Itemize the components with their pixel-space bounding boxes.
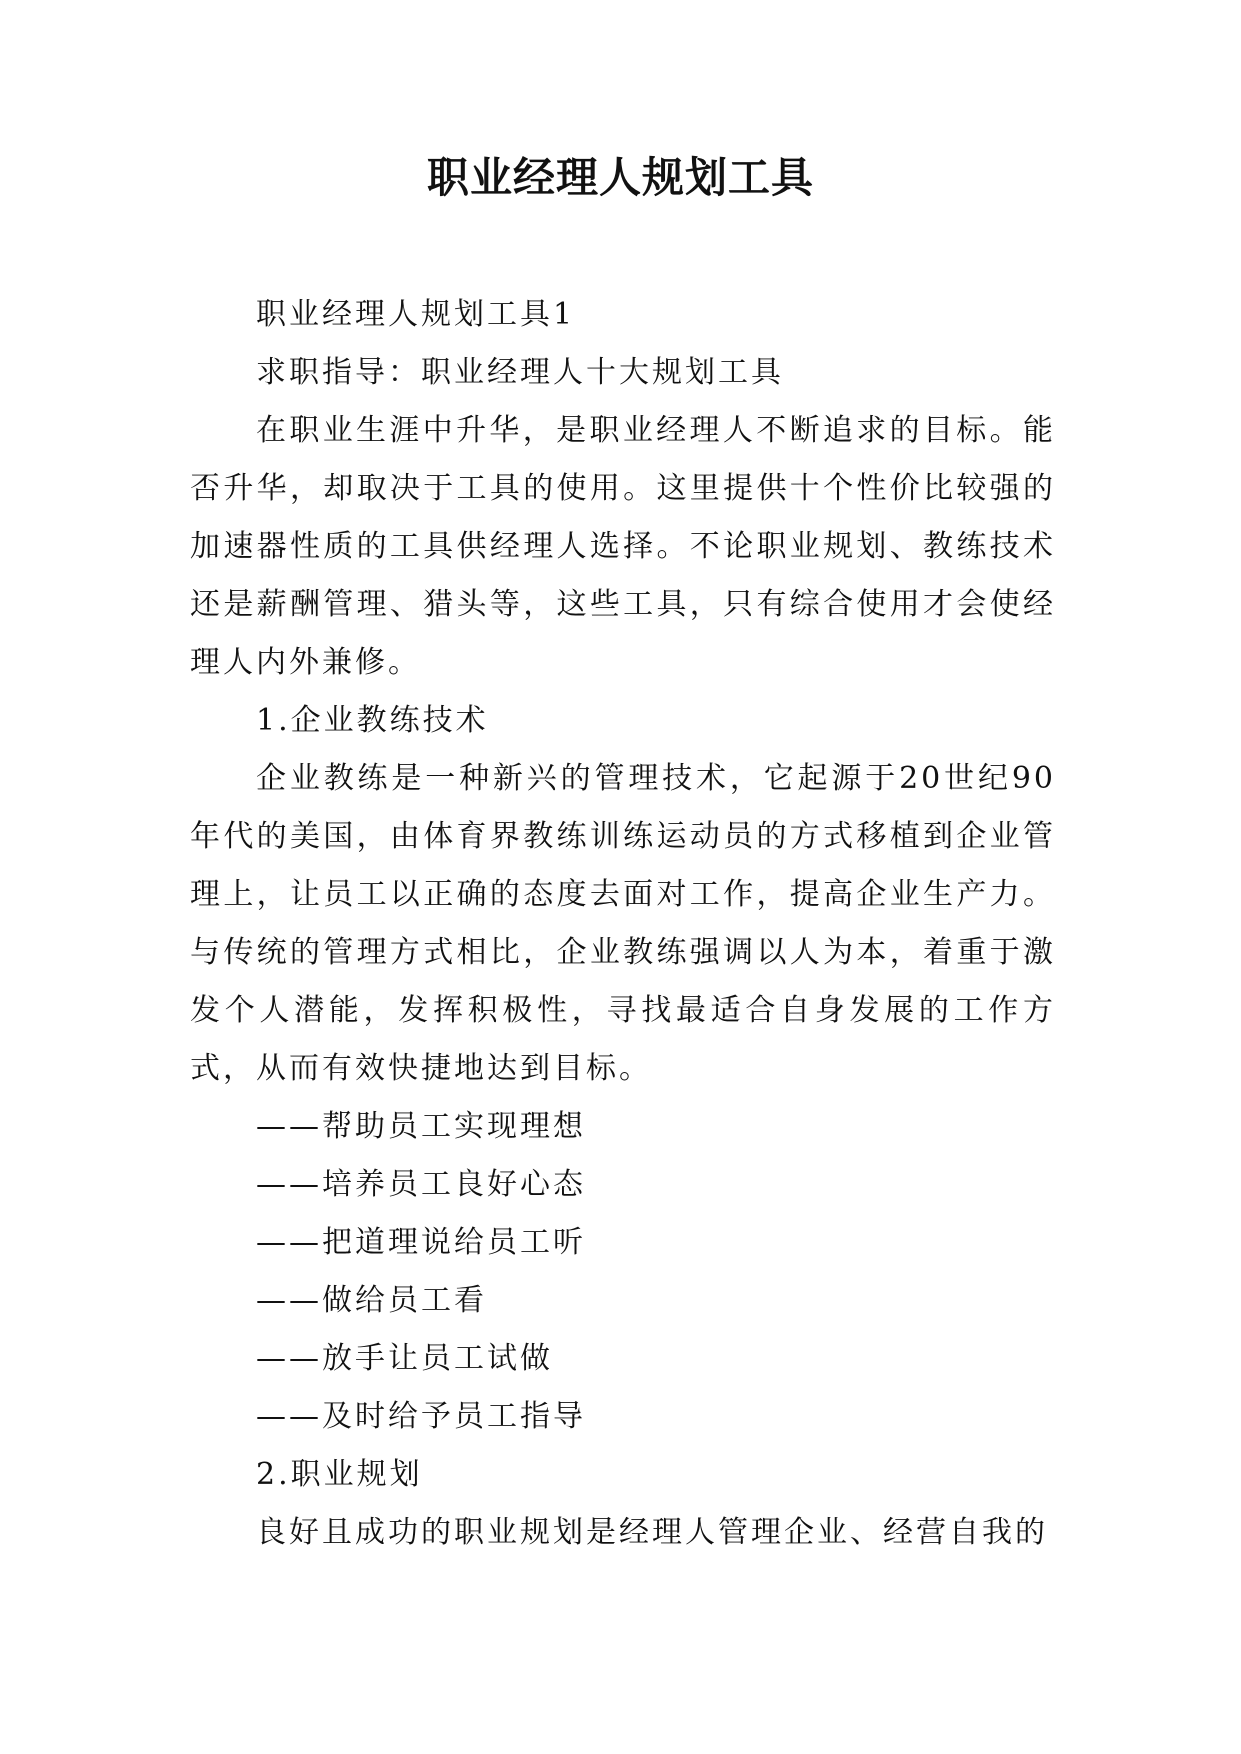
paragraph-coaching: 企业教练是一种新兴的管理技术，它起源于20世纪90年代的美国，由体育界教练训练运动员的方式移植到企业管理上，让员工以正确的态度去面对工作，提高企业生产力。与传统的管理方式相比，企业教练强调以人为本，着重于激发个人潜能，发挥积极性，寻找最适合自身发展的工作方式，从而有效快捷地达到目标。 — [190, 761, 1056, 1086]
paragraph-guide-heading: 求职指导：职业经理人十大规划工具 — [256, 355, 784, 390]
list-item: ——放手让员工试做 — [256, 1341, 553, 1376]
section-heading-coaching: 1.企业教练技术 — [256, 703, 489, 738]
section-heading-career-planning: 2.职业规划 — [256, 1457, 423, 1492]
paragraph-intro: 在职业生涯中升华，是职业经理人不断追求的目标。能否升华，却取决于工具的使用。这里提供十个性价比较强的加速器性质的工具供经理人选择。不论职业规划、教练技术还是薪酬管理、猎头等，这些工具，只有综合使用才会使经理人内外兼修。 — [190, 413, 1056, 680]
list-item: ——做给员工看 — [256, 1283, 487, 1318]
list-item: ——培养员工良好心态 — [256, 1167, 586, 1202]
list-item: ——把道理说给员工听 — [256, 1225, 586, 1260]
document-title: 职业经理人规划工具 — [426, 153, 814, 202]
list-item: ——及时给予员工指导 — [256, 1399, 586, 1434]
paragraph-subtitle: 职业经理人规划工具1 — [256, 297, 576, 332]
paragraph-career-planning: 良好且成功的职业规划是经理人管理企业、经营自我的 — [256, 1515, 1048, 1550]
document-body — [190, 286, 1056, 1562]
list-item: ——帮助员工实现理想 — [256, 1109, 586, 1144]
